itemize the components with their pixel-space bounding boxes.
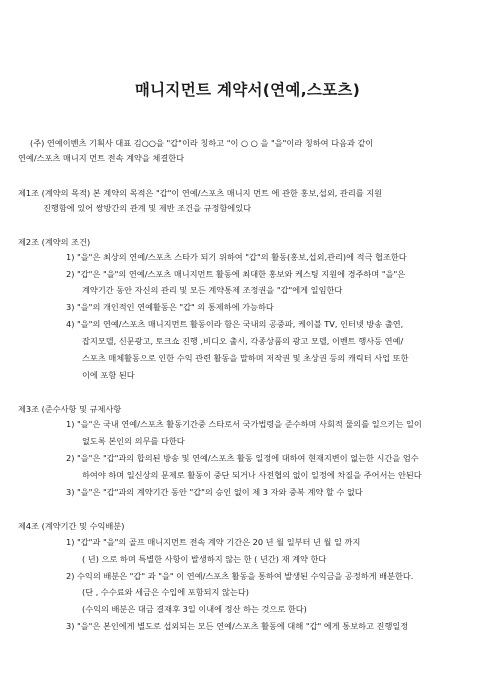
article1-line-1: 제1조 (계약의 목적) 본 계약의 목적은 "갑"이 연예/스포츠 매니지 먼트 에 관한 홍보,섭외, 관리를 지원 <box>18 188 383 198</box>
article3-item1-line1: 1) "을"은 국내 연예/스포츠 활동기간중 스타로서 국가법령을 준수하며 사회적 물의를 일으키는 일이 <box>66 419 422 429</box>
article3-item3-line1: 3) "을"은 "갑"과의 계약기간 동안 "갑"의 승인 없이 제 3 자와 중복 계약 할 수 없다 <box>66 487 363 497</box>
article4-item1-line2: ( 년) 으로 하며 특별한 사항이 발생하지 않는 한 ( 년간) 재 계약 한다 <box>82 554 327 564</box>
article3-heading: 제3조 (준수사항 및 규제사항 <box>18 404 122 414</box>
article3-item1-line2: 없도록 본인의 의무를 다한다 <box>82 436 185 446</box>
article4-item3-line1: 3) "을"은 본인에게 별도로 섭외되는 모든 연예/스포츠 활동에 대해 "갑" 에게 통보하고 진행일정 <box>66 621 409 631</box>
article2-item4-line2: 잡지모델, 신문광고, 토크쇼 진행 ,비디오 출시, 각종상품의 광고 모델, 이벤트 행사등 연예/ <box>82 336 404 346</box>
intro-line-2: 연예/스포츠 매니지 먼트 전속 계약을 체결한다 <box>18 153 185 163</box>
article2-item2-line2: 계약기간 동안 자신의 관리 및 모든 계약통제 조정권을 "갑"에게 일임한다 <box>82 285 343 295</box>
article2-heading: 제2조 (계약의 조건) <box>18 237 91 247</box>
article2-item1-line1: 1) "을"은 최상의 연예/스포츠 스타가 되기 위하여 "갑"의 활동(홍보,섭외,관리)에 적극 협조한다 <box>66 252 407 262</box>
article4-item1-line1: 1) "갑"과 "을"의 골프 매니지먼트 전속 계약 기간은 20 년 월 일부터 년 월 일 까지 <box>66 537 361 547</box>
article3-item2-line2: 하여야 하며 일신상의 문제로 활동이 중단 되거나 사전협의 없이 일정에 차질을 주어서는 안된다 <box>82 470 422 480</box>
article4-item2-line3: (수익의 배분은 대금 결재후 3일 이내에 정산 하는 것으로 한다) <box>82 604 307 614</box>
document-title: 매니지먼트 계약서(연예,스포츠) <box>134 81 361 99</box>
article4-heading: 제4조 (계약기간 및 수익배분) <box>18 521 125 531</box>
article2-item4-line4: 이에 포함 된다 <box>82 370 135 380</box>
article4-item2-line2: (단 , 수수료와 세금은 수입에 포함되지 않는다) <box>82 587 249 597</box>
article1-line-2: 진행함에 있어 쌍방간의 관계 및 제반 조건을 규정함에있다 <box>43 203 252 213</box>
article2-item4-line1: 4) "을"의 연예/스포츠 매니지먼트 활동이라 함은 국내의 공중파, 케이블 TV, 인터넷 방송 출연, <box>66 319 404 329</box>
article4-item2-line1: 2) 수익의 배분은 "갑" 과 "을" 이 연예/스포츠 활동을 통하여 발생된 수익금을 공정하게 배분한다. <box>66 571 414 581</box>
intro-line-1: (주) 연예이벤츠 기획사 대표 김○○을 "갑"이라 칭하고 "이 ○ ○ 을 "을"이라 칭하여 다음과 같이 <box>30 138 374 148</box>
article2-item2-line1: 2) "갑"은 "을"의 연예/스포츠 매니지먼트 활동에 최대한 홍보와 케스팅 지원에 경주하며 "을"은 <box>66 269 406 279</box>
article2-item3-line1: 3) "을"의 개인적인 연예활동은 "갑" 의 통제하에 가능하다 <box>66 302 274 312</box>
article3-item2-line1: 2) "을"은 "갑"과의 합의된 방송 및 연예/스포츠 활동 일정에 대하여 현재지변이 없는한 시간을 엄수 <box>66 453 419 463</box>
article2-item4-line3: 스포츠 매체활동으로 인한 수익 관련 활동을 말하며 저작권 및 초상권 등의 캐릭터 사업 또한 <box>82 353 409 363</box>
